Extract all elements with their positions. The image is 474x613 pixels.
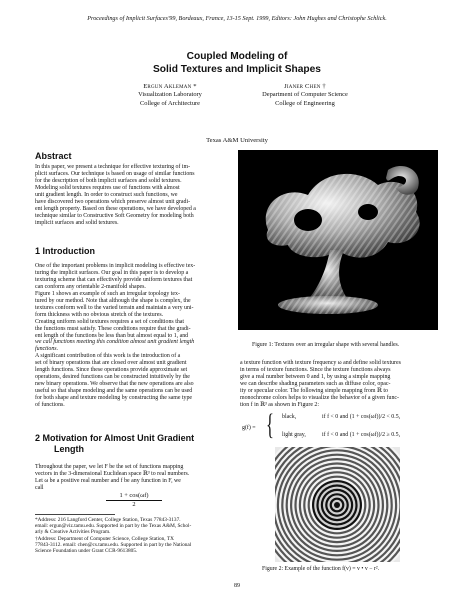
- texture-fraction: [106, 492, 162, 509]
- intro-line: new binary operations. We observe that the new operations are also: [35, 381, 194, 388]
- ring: [334, 502, 340, 508]
- intro-line: turing the implicit surfaces. Our goal in this paper is to develop a: [35, 269, 189, 276]
- intro-line: textures conform well to the varied terrain and maintain a very uni-: [35, 304, 194, 311]
- abstract-line: ent length property. Based on these operations, we have developed a: [35, 205, 196, 212]
- author-1-affil-1: Visualization Laboratory: [138, 91, 202, 99]
- footnote-line: arly & Creative Activities Program.: [35, 529, 111, 536]
- equation-lhs: g(f) =: [242, 425, 256, 431]
- intro-line: operations, desired functions can be constructed intuitively by the: [35, 374, 190, 381]
- footnote-line: *Address: 216 Langford Center, College Station, Texas 77843-3137.: [35, 517, 181, 523]
- figure-1-render: [238, 150, 438, 330]
- intro-line: Creating uniform solid textures requires a set of conditions that: [35, 318, 185, 325]
- intro-line: can conform any orientable 2-manifold shapes.: [35, 283, 146, 290]
- intro-line: One of the important problems in implicit modeling is effective tex-: [35, 263, 196, 269]
- intro-line: length functions. Since these operations provide approximate set: [35, 367, 188, 374]
- author-2-affil-1: Department of Computer Science: [262, 91, 348, 99]
- right-line: in terms of texture functions. Since the texture functions always: [240, 366, 391, 373]
- motivation-line: call: [35, 484, 44, 491]
- fraction-denominator: 2: [132, 501, 136, 508]
- abstract-text: [35, 164, 234, 227]
- intro-line: Figure 1 shows an example of such an irregular topology tex-: [35, 290, 180, 297]
- right-line: tion f in ℝ³ as shown in Figure 2:: [240, 401, 319, 408]
- equation-condition: if f < 0 and (1 + cos(ωf))/2 < 0.5,: [322, 414, 401, 420]
- abstract-line: unit gradient length. In order to construct such functions, we: [35, 191, 178, 198]
- footnote-line: †Address: Department of Computer Science, College Station, TX: [35, 535, 174, 542]
- footnotes: [35, 517, 234, 554]
- right-column-text: [240, 360, 440, 409]
- ring-pattern: [275, 447, 400, 562]
- university: Texas A&M University: [206, 137, 268, 144]
- footnote-line: Science Foundation under Grant CCR-9613805.: [35, 548, 138, 555]
- motivation-line: Let ω be a positive real number and f be any function in F, we: [35, 477, 181, 484]
- intro-line: form thickness with no obvious stretch of the textures.: [35, 311, 164, 318]
- title-line-1: Coupled Modeling of: [186, 51, 288, 62]
- abstract-line: In this paper, we present a technique for effective texturing of im-: [35, 164, 191, 170]
- abstract-line: technique similar to Constructive Soft Geometry for modeling both: [35, 212, 194, 219]
- right-line: monochrome colors helps to visualize the behavior of a given func-: [240, 394, 399, 401]
- paper-title: [0, 50, 474, 76]
- figure-2-caption: Figure 2: Example of the function f(v) = v • v − r².: [262, 566, 380, 572]
- motivation-heading: [35, 433, 194, 455]
- right-line: ity or specular color. The following simple mapping from ℝ to: [240, 387, 388, 394]
- right-line: give a real number between 0 and 1, by using a simple mapping: [240, 373, 391, 380]
- intro-line: functions.: [35, 346, 59, 353]
- intro-line: ent length of the functions be less than but almost equal to 1, and: [35, 332, 189, 339]
- intro-line: tured by our method. Note that although the shape is complex, the: [35, 297, 191, 304]
- intro-line: the functions must satisfy. These conditions require that the gradi-: [35, 325, 191, 332]
- author-2: [240, 83, 370, 108]
- author-1-affil-2: College of Architecture: [140, 99, 200, 107]
- page-number: 89: [234, 583, 240, 589]
- proceedings-header: Proceedings of Implicit Surfaces'99, Bordeaux, France, 13-15 Sept. 1999, Editors: John Hughes and Christophe Schlick.: [87, 15, 387, 22]
- author-1: [110, 83, 230, 108]
- abstract-line: for the description of both implicit surfaces and solid textures.: [35, 177, 182, 184]
- intro-line: texturing scheme that can effectively provide uniform textures that: [35, 276, 193, 283]
- abstract-heading: Abstract: [35, 151, 72, 161]
- introduction-text: [35, 263, 234, 409]
- intro-line: of functions.: [35, 402, 65, 409]
- motivation-line: vectors in the 3-dimensional Euclidean space ℝ³ to real numbers.: [35, 470, 190, 477]
- intro-line: A significant contribution of this work is the introduction of a: [35, 353, 181, 360]
- motivation-heading-line-1: 2 Motivation for Almost Unit Gradient: [35, 433, 195, 443]
- abstract-line: plicit surfaces. Our technique is based on usage of similar functions: [35, 170, 195, 177]
- motivation-heading-line-2: Length: [54, 444, 84, 454]
- equation-brace: {: [266, 408, 274, 441]
- equation-label: black,: [282, 414, 297, 420]
- equation-condition: if f < 0 and (1 + cos(ωf))/2 ≥ 0.5,: [322, 432, 401, 438]
- figure-1-caption: Figure 1: Textures over an irregular shape with several handles.: [252, 342, 400, 348]
- right-line: we can describe shading parameters such as diffuse color, opac-: [240, 380, 391, 387]
- introduction-heading: 1 Introduction: [35, 246, 95, 256]
- abstract-line: Modeling solid textures requires use of functions with almost: [35, 184, 180, 191]
- equation-label: light gray,: [282, 432, 306, 438]
- footnote-line: email: ergun@viz.tamu.edu. Supported in part by the Texas A&M, Schol-: [35, 523, 192, 530]
- intro-line: we call functions meeting this condition almost unit gradient length: [35, 339, 195, 346]
- title-line-2: Solid Textures and Implicit Shapes: [153, 64, 321, 75]
- intro-line: useful so that shape modeling and the same operations can be used: [35, 388, 193, 395]
- intro-line: for both shape and texture modeling by constructing the same type: [35, 395, 193, 402]
- footnote-line: 77843-3112. email: chen@cs.tamu.edu. Supported in part by the National: [35, 541, 192, 548]
- motivation-text: [35, 464, 234, 492]
- right-line: a texture function with texture frequency ω and define solid textures: [240, 360, 401, 366]
- abstract-line: have discovered two operations which preserve almost unit gradi-: [35, 198, 191, 205]
- fraction-numerator: 1 + cos(ωf): [119, 492, 149, 499]
- intro-line: set of binary operations that are closed over almost unit gradient: [35, 360, 187, 367]
- figure-2-rings: [275, 447, 400, 562]
- footnote-rule: [35, 514, 115, 515]
- author-2-name: Jianer Chen †: [284, 83, 326, 90]
- motivation-line: Throughout the paper, we let F be the set of functions mapping: [35, 464, 184, 470]
- author-1-name: Ergun Akleman *: [143, 83, 197, 90]
- author-2-affil-2: College of Engineering: [275, 99, 335, 107]
- abstract-line: implicit surfaces and solid textures.: [35, 219, 119, 226]
